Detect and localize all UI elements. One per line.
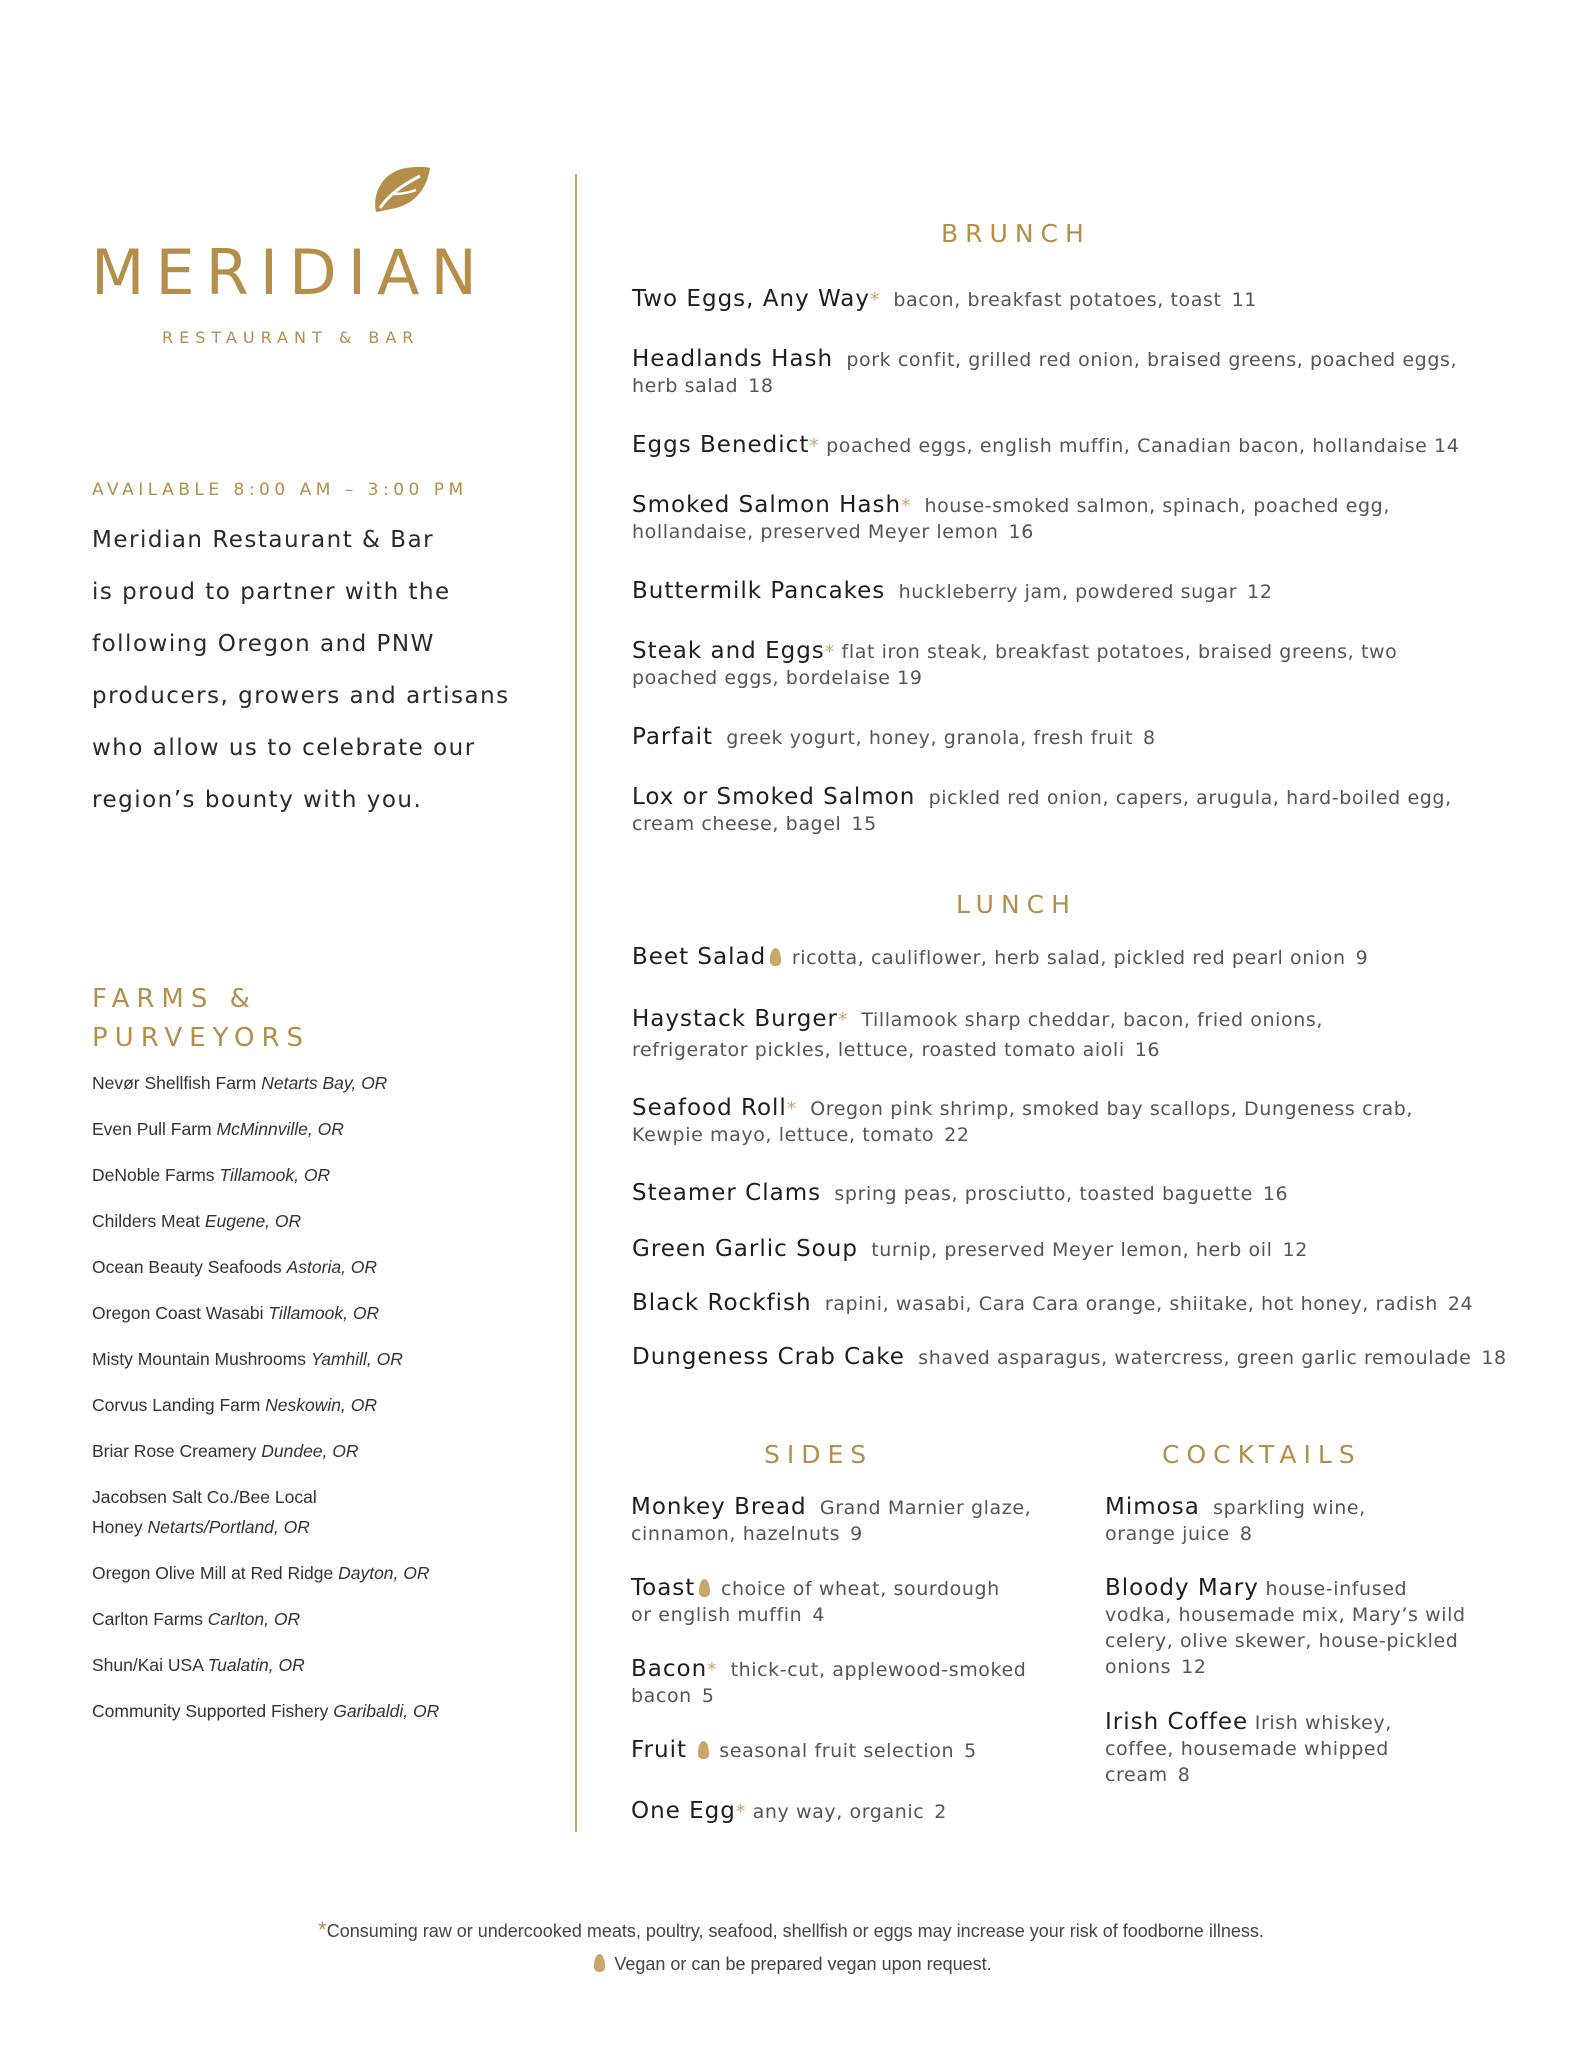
menu-item: Smoked Salmon Hash* house-smoked salmon, spinach, poached egg, hollandaise, preserved Meyer lemon 16	[632, 492, 1390, 543]
column-divider	[575, 174, 577, 1832]
hours-label: AVAILABLE 8:00 AM – 3:00 PM	[92, 480, 468, 500]
menu-item: Parfait greek yogurt, honey, granola, fresh fruit 8	[632, 724, 1156, 750]
brand-subtitle: RESTAURANT & BAR	[162, 328, 420, 347]
vegan-footnote: Vegan or can be prepared vegan upon request.	[0, 1954, 1582, 1975]
farm-item: DeNoble Farms Tillamook, OR	[92, 1165, 331, 1185]
farm-item: Community Supported Fishery Garibaldi, OR	[92, 1701, 440, 1721]
allergy-footnote: *Consuming raw or undercooked meats, poultry, seafood, shellfish or eggs may increase your risk of foodborne illness.	[318, 1917, 1264, 1942]
menu-item: Seafood Roll* Oregon pink shrimp, smoked bay scallops, Dungeness crab, Kewpie mayo, lettuce, tomato 22	[632, 1095, 1414, 1146]
menu-item: Monkey Bread Grand Marnier glaze, cinnamon, hazelnuts 9	[631, 1494, 1032, 1545]
farms-title	[92, 980, 310, 1058]
farms-title-line: PURVEYORS	[92, 1023, 311, 1053]
menu-item: Steak and Eggs* flat iron steak, breakfast potatoes, braised greens, two poached eggs, bordelaise 19	[632, 638, 1398, 689]
farm-item: Jacobsen Salt Co./Bee Local Honey Netarts/Portland, OR	[92, 1487, 317, 1537]
menu-item: Eggs Benedict* poached eggs, english muffin, Canadian bacon, hollandaise 14	[632, 432, 1460, 458]
farm-item: Carlton Farms Carlton, OR	[92, 1609, 301, 1629]
intro-line: is proud to partner with the	[92, 579, 451, 605]
leaf-icon	[366, 164, 432, 214]
menu-item: Toast choice of wheat, sourdough or english muffin 4	[631, 1575, 1000, 1626]
menu-item: Irish Coffee Irish whiskey, coffee, housemade whipped cream 8	[1105, 1709, 1392, 1786]
farm-item: Oregon Olive Mill at Red Ridge Dayton, OR	[92, 1563, 430, 1583]
intro-line: Meridian Restaurant & Bar	[92, 527, 435, 553]
menu-item: Black Rockfish rapini, wasabi, Cara Cara orange, shiitake, hot honey, radish 24	[632, 1290, 1474, 1316]
brunch-title: BRUNCH	[941, 219, 1091, 248]
farm-item: Briar Rose Creamery Dundee, OR	[92, 1441, 359, 1461]
farm-item: Ocean Beauty Seafoods Astoria, OR	[92, 1257, 378, 1277]
farm-item: Misty Mountain Mushrooms Yamhill, OR	[92, 1349, 403, 1369]
menu-item: Dungeness Crab Cake shaved asparagus, watercress, green garlic remoulade 18	[632, 1344, 1507, 1370]
farms-title-line: FARMS &	[92, 984, 257, 1014]
menu-item: Beet Salad ricotta, cauliflower, herb salad, pickled red pearl onion 9	[632, 944, 1369, 970]
menu-item: Lox or Smoked Salmon pickled red onion, capers, arugula, hard-boiled egg, cream cheese, bagel 15	[632, 784, 1452, 835]
intro-line: following Oregon and PNW	[92, 631, 435, 657]
menu-item: Bacon* thick-cut, applewood-smoked bacon 5	[631, 1656, 1027, 1707]
farm-item: Childers Meat Eugene, OR	[92, 1211, 302, 1231]
farm-item: Shun/Kai USA Tualatin, OR	[92, 1655, 305, 1675]
intro-text	[92, 514, 512, 826]
menu-item: Green Garlic Soup turnip, preserved Meyer lemon, herb oil 12	[632, 1236, 1308, 1262]
menu-item: Buttermilk Pancakes huckleberry jam, powdered sugar 12	[632, 578, 1273, 604]
menu-item: Headlands Hash pork confit, grilled red onion, braised greens, poached eggs, herb salad 18	[632, 346, 1458, 397]
farm-item: Oregon Coast Wasabi Tillamook, OR	[92, 1303, 380, 1323]
menu-item: Bloody Mary house-infused vodka, housemade mix, Mary’s wild celery, olive skewer, house-pickled onions 12	[1105, 1575, 1466, 1678]
vegan-leaf-icon	[770, 948, 781, 966]
menu-item: Haystack Burger* Tillamook sharp cheddar, bacon, fried onions, refrigerator pickles, lettuce, roasted tomato aioli 16	[632, 1006, 1324, 1061]
intro-line: region’s bounty with you.	[92, 787, 423, 813]
menu-item: Steamer Clams spring peas, prosciutto, toasted baguette 16	[632, 1180, 1289, 1206]
farm-item: Even Pull Farm McMinnville, OR	[92, 1119, 344, 1139]
intro-line: producers, growers and artisans	[92, 683, 510, 709]
sides-title: SIDES	[764, 1440, 874, 1469]
vegan-leaf-icon	[698, 1741, 709, 1759]
brand-name: MERIDIAN	[91, 236, 488, 309]
menu-item: Fruit seasonal fruit selection 5	[631, 1737, 977, 1763]
cocktails-title: COCKTAILS	[1162, 1440, 1362, 1469]
intro-line: who allow us to celebrate our	[92, 735, 476, 761]
vegan-leaf-icon	[594, 1954, 605, 1972]
menu-item: One Egg* any way, organic 2	[631, 1798, 947, 1824]
menu-item: Mimosa sparkling wine, orange juice 8	[1105, 1494, 1366, 1545]
vegan-leaf-icon	[699, 1579, 710, 1597]
farm-item: Corvus Landing Farm Neskowin, OR	[92, 1395, 377, 1415]
menu-item: Two Eggs, Any Way* bacon, breakfast potatoes, toast 11	[632, 286, 1257, 312]
lunch-title: LUNCH	[956, 890, 1077, 919]
farm-item: Nevør Shellfish Farm Netarts Bay, OR	[92, 1073, 388, 1093]
